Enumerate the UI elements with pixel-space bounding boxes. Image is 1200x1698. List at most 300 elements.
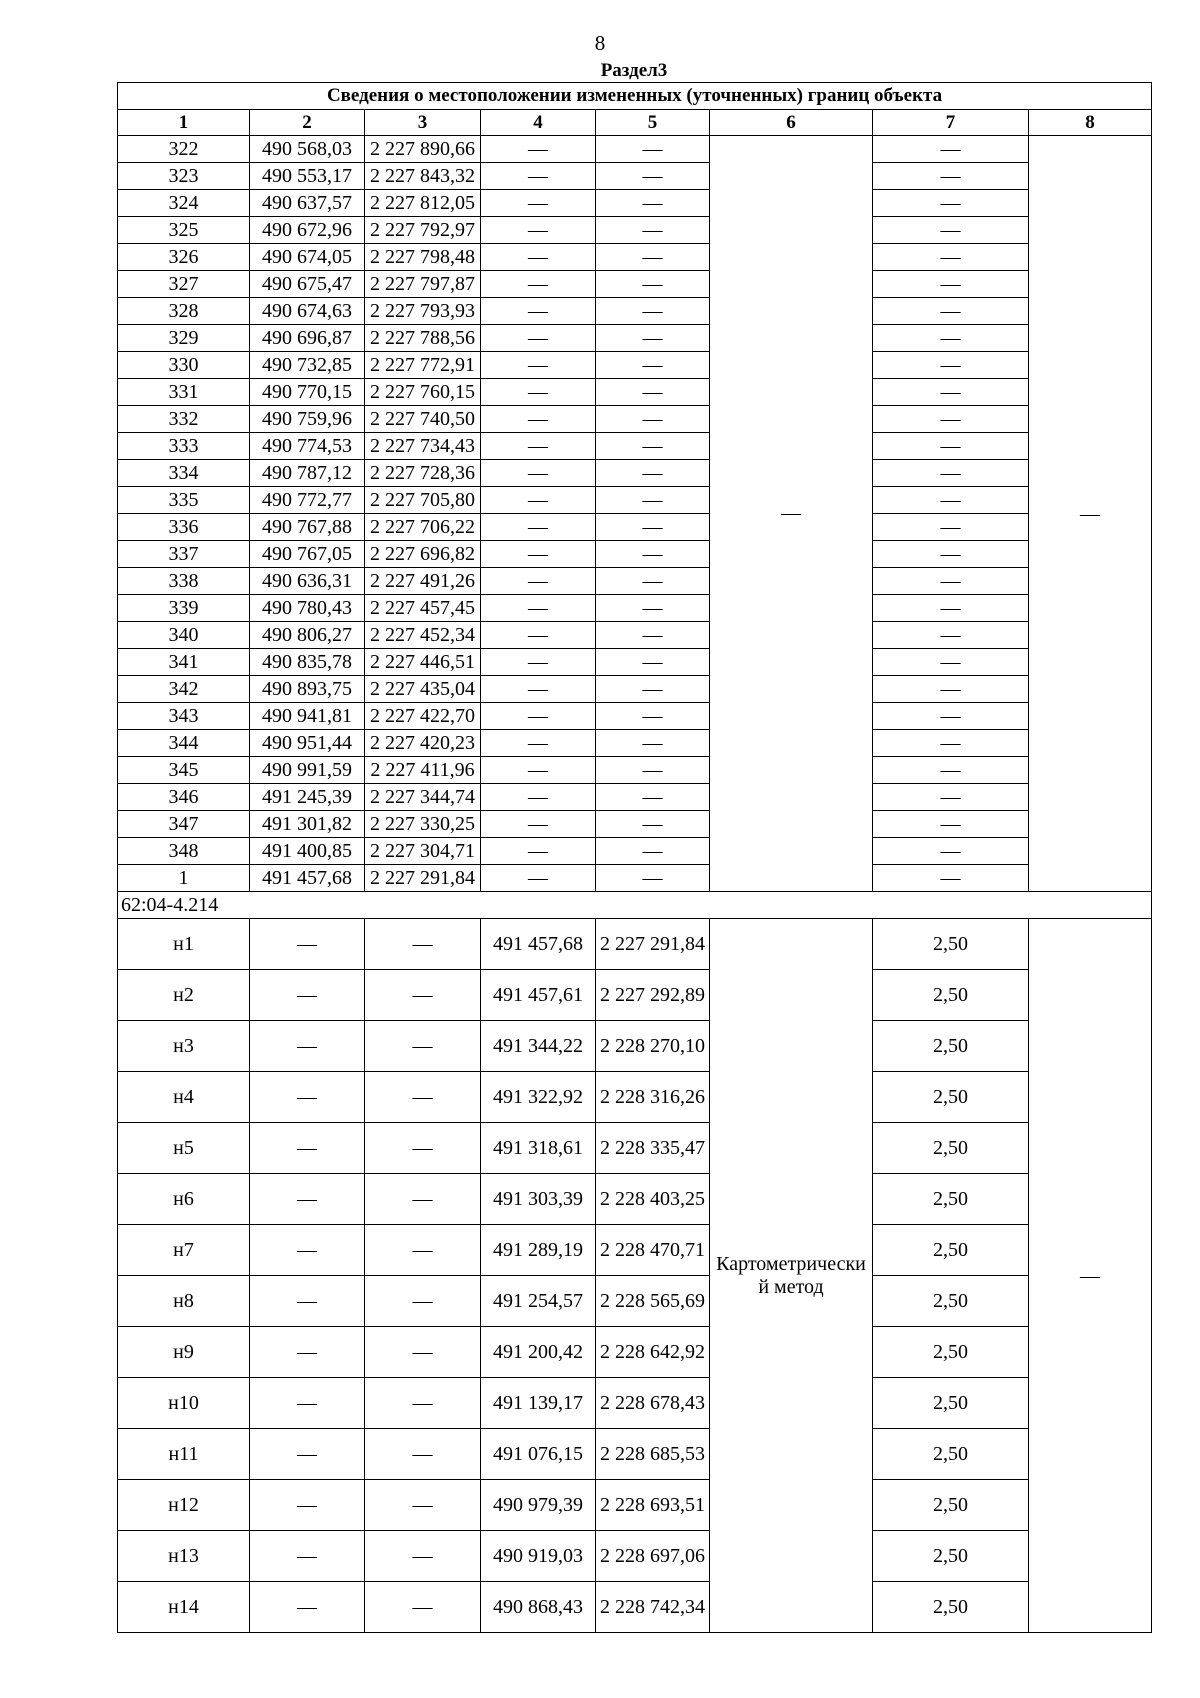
table-row xyxy=(118,784,1152,811)
existing-y-cell: 2 227 452,34 xyxy=(365,622,481,649)
accuracy-cell: 2,50 xyxy=(873,1123,1029,1174)
new-x-cell: 491 254,57 xyxy=(481,1276,596,1327)
new-x-cell: 491 139,17 xyxy=(481,1378,596,1429)
existing-y-cell: 2 227 330,25 xyxy=(365,811,481,838)
new-y-cell: — xyxy=(596,568,710,595)
point-label-cell: 345 xyxy=(118,757,250,784)
existing-y-cell: — xyxy=(365,1480,481,1531)
existing-y-cell: 2 227 696,82 xyxy=(365,541,481,568)
existing-y-cell: — xyxy=(365,1072,481,1123)
column-number-2: 2 xyxy=(250,110,365,136)
existing-y-cell: 2 227 740,50 xyxy=(365,406,481,433)
point-label-cell: н4 xyxy=(118,1072,250,1123)
existing-y-cell: 2 227 812,05 xyxy=(365,190,481,217)
existing-x-cell: — xyxy=(250,1021,365,1072)
existing-x-cell: — xyxy=(250,1531,365,1582)
new-y-cell: — xyxy=(596,487,710,514)
table-row xyxy=(118,379,1152,406)
method-text: Картометрический метод xyxy=(716,1252,866,1298)
existing-y-cell: — xyxy=(365,1531,481,1582)
existing-y-cell: 2 227 491,26 xyxy=(365,568,481,595)
table-row xyxy=(118,1072,1152,1123)
existing-y-cell: 2 227 446,51 xyxy=(365,649,481,676)
existing-x-cell: — xyxy=(250,1123,365,1174)
existing-y-cell: 2 227 422,70 xyxy=(365,703,481,730)
new-y-cell: 2 228 470,71 xyxy=(596,1225,710,1276)
point-label-cell: н13 xyxy=(118,1531,250,1582)
accuracy-cell: 2,50 xyxy=(873,1072,1029,1123)
existing-x-cell: — xyxy=(250,1429,365,1480)
existing-x-cell: 490 675,47 xyxy=(250,271,365,298)
accuracy-cell: — xyxy=(873,217,1029,244)
existing-y-cell: 2 227 793,93 xyxy=(365,298,481,325)
accuracy-cell: — xyxy=(873,757,1029,784)
point-label-cell: 1 xyxy=(118,865,250,892)
existing-x-cell: — xyxy=(250,1582,365,1633)
new-y-cell: — xyxy=(596,433,710,460)
new-y-cell: — xyxy=(596,460,710,487)
table-row xyxy=(118,1582,1152,1633)
accuracy-cell: — xyxy=(873,298,1029,325)
new-x-cell: — xyxy=(481,568,596,595)
existing-x-cell: 490 787,12 xyxy=(250,460,365,487)
new-y-cell: — xyxy=(596,784,710,811)
point-label-cell: н7 xyxy=(118,1225,250,1276)
existing-y-cell: 2 227 843,32 xyxy=(365,163,481,190)
point-label-cell: н12 xyxy=(118,1480,250,1531)
new-x-cell: 490 979,39 xyxy=(481,1480,596,1531)
new-x-cell: 490 868,43 xyxy=(481,1582,596,1633)
column-number-4: 4 xyxy=(481,110,596,136)
existing-y-cell: — xyxy=(365,1582,481,1633)
new-x-cell: — xyxy=(481,379,596,406)
existing-y-cell: 2 227 890,66 xyxy=(365,136,481,163)
table-row xyxy=(118,757,1152,784)
group-label-row xyxy=(118,892,1152,919)
new-x-cell: — xyxy=(481,406,596,433)
accuracy-cell: — xyxy=(873,379,1029,406)
new-y-cell: 2 228 335,47 xyxy=(596,1123,710,1174)
accuracy-cell: — xyxy=(873,730,1029,757)
point-label-cell: 339 xyxy=(118,595,250,622)
new-y-cell: 2 228 678,43 xyxy=(596,1378,710,1429)
new-x-cell: — xyxy=(481,838,596,865)
point-label-cell: н1 xyxy=(118,919,250,970)
accuracy-cell: 2,50 xyxy=(873,1429,1029,1480)
new-y-cell: 2 228 565,69 xyxy=(596,1276,710,1327)
new-x-cell: — xyxy=(481,352,596,379)
new-x-cell: — xyxy=(481,217,596,244)
method-cell xyxy=(710,136,873,892)
table-row xyxy=(118,1531,1152,1582)
new-y-cell: 2 228 697,06 xyxy=(596,1531,710,1582)
existing-x-cell: 490 696,87 xyxy=(250,325,365,352)
table-row xyxy=(118,1480,1152,1531)
existing-y-cell: — xyxy=(365,1378,481,1429)
point-label-cell: 332 xyxy=(118,406,250,433)
table-row xyxy=(118,1021,1152,1072)
accuracy-cell: — xyxy=(873,406,1029,433)
marker-description-cell: — xyxy=(1029,136,1152,892)
column-number-5: 5 xyxy=(596,110,710,136)
accuracy-cell: — xyxy=(873,487,1029,514)
new-y-cell: 2 228 685,53 xyxy=(596,1429,710,1480)
table-row xyxy=(118,1276,1152,1327)
existing-x-cell: 490 893,75 xyxy=(250,676,365,703)
existing-y-cell: 2 227 788,56 xyxy=(365,325,481,352)
new-x-cell: — xyxy=(481,487,596,514)
existing-y-cell: 2 227 798,48 xyxy=(365,244,481,271)
existing-y-cell: 2 227 411,96 xyxy=(365,757,481,784)
new-y-cell: — xyxy=(596,865,710,892)
parcel-number-label: 62:04-4.214 xyxy=(118,892,1152,919)
accuracy-cell: 2,50 xyxy=(873,1582,1029,1633)
point-label-cell: 341 xyxy=(118,649,250,676)
new-y-cell: — xyxy=(596,838,710,865)
new-x-cell: — xyxy=(481,244,596,271)
existing-x-cell: 490 674,63 xyxy=(250,298,365,325)
new-y-cell: — xyxy=(596,595,710,622)
column-number-6: 6 xyxy=(710,110,873,136)
new-y-cell: — xyxy=(596,352,710,379)
new-x-cell: 491 303,39 xyxy=(481,1174,596,1225)
existing-y-cell: — xyxy=(365,1429,481,1480)
accuracy-cell: 2,50 xyxy=(873,1327,1029,1378)
accuracy-cell: 2,50 xyxy=(873,1174,1029,1225)
existing-y-cell: 2 227 760,15 xyxy=(365,379,481,406)
table-row xyxy=(118,163,1152,190)
column-number-7: 7 xyxy=(873,110,1029,136)
table-row xyxy=(118,298,1152,325)
existing-x-cell: 490 568,03 xyxy=(250,136,365,163)
existing-y-cell: — xyxy=(365,1021,481,1072)
new-x-cell: — xyxy=(481,541,596,568)
new-x-cell: — xyxy=(481,865,596,892)
table-row xyxy=(118,595,1152,622)
new-y-cell: 2 227 291,84 xyxy=(596,919,710,970)
table-row xyxy=(118,703,1152,730)
existing-y-cell: 2 227 706,22 xyxy=(365,514,481,541)
point-group xyxy=(118,136,1152,892)
accuracy-cell: — xyxy=(873,271,1029,298)
new-y-cell: — xyxy=(596,811,710,838)
point-label-cell: 329 xyxy=(118,325,250,352)
new-x-cell: — xyxy=(481,298,596,325)
existing-x-cell: 491 400,85 xyxy=(250,838,365,865)
table-title: Сведения о местоположении измененных (уточненных) границ объекта xyxy=(118,83,1152,110)
point-label-cell: н10 xyxy=(118,1378,250,1429)
existing-x-cell: — xyxy=(250,1225,365,1276)
existing-x-cell: 490 767,05 xyxy=(250,541,365,568)
accuracy-cell: 2,50 xyxy=(873,919,1029,970)
new-x-cell: — xyxy=(481,433,596,460)
accuracy-cell: 2,50 xyxy=(873,1021,1029,1072)
point-label-cell: 326 xyxy=(118,244,250,271)
existing-y-cell: 2 227 792,97 xyxy=(365,217,481,244)
accuracy-cell: — xyxy=(873,568,1029,595)
point-label-cell: н6 xyxy=(118,1174,250,1225)
existing-x-cell: — xyxy=(250,1174,365,1225)
existing-x-cell: 490 774,53 xyxy=(250,433,365,460)
new-x-cell: — xyxy=(481,811,596,838)
point-label-cell: 346 xyxy=(118,784,250,811)
existing-y-cell: 2 227 772,91 xyxy=(365,352,481,379)
new-y-cell: — xyxy=(596,730,710,757)
existing-x-cell: 490 770,15 xyxy=(250,379,365,406)
existing-y-cell: — xyxy=(365,1123,481,1174)
table-row xyxy=(118,406,1152,433)
accuracy-cell: — xyxy=(873,865,1029,892)
accuracy-cell: — xyxy=(873,433,1029,460)
table-row xyxy=(118,460,1152,487)
existing-y-cell: 2 227 304,71 xyxy=(365,838,481,865)
point-label-cell: 344 xyxy=(118,730,250,757)
point-group xyxy=(118,892,1152,1633)
accuracy-cell: 2,50 xyxy=(873,1225,1029,1276)
new-x-cell: 491 322,92 xyxy=(481,1072,596,1123)
new-y-cell: 2 228 316,26 xyxy=(596,1072,710,1123)
new-y-cell: 2 228 270,10 xyxy=(596,1021,710,1072)
table-row xyxy=(118,811,1152,838)
new-y-cell: 2 228 742,34 xyxy=(596,1582,710,1633)
point-label-cell: 322 xyxy=(118,136,250,163)
new-y-cell: — xyxy=(596,136,710,163)
existing-x-cell: 490 759,96 xyxy=(250,406,365,433)
existing-y-cell: — xyxy=(365,1174,481,1225)
new-y-cell: — xyxy=(596,757,710,784)
point-label-cell: 333 xyxy=(118,433,250,460)
new-x-cell: 491 457,61 xyxy=(481,970,596,1021)
existing-x-cell: 490 780,43 xyxy=(250,595,365,622)
existing-x-cell: 490 951,44 xyxy=(250,730,365,757)
table-row xyxy=(118,136,1152,163)
table-row xyxy=(118,919,1152,970)
existing-x-cell: 491 245,39 xyxy=(250,784,365,811)
new-y-cell: — xyxy=(596,541,710,568)
point-label-cell: 340 xyxy=(118,622,250,649)
accuracy-cell: — xyxy=(873,352,1029,379)
existing-x-cell: 490 806,27 xyxy=(250,622,365,649)
accuracy-cell: — xyxy=(873,676,1029,703)
point-label-cell: 334 xyxy=(118,460,250,487)
existing-y-cell: 2 227 435,04 xyxy=(365,676,481,703)
column-number-row xyxy=(118,110,1152,136)
new-y-cell: — xyxy=(596,379,710,406)
new-y-cell: 2 228 403,25 xyxy=(596,1174,710,1225)
new-y-cell: — xyxy=(596,514,710,541)
existing-x-cell: 490 732,85 xyxy=(250,352,365,379)
existing-x-cell: 491 301,82 xyxy=(250,811,365,838)
new-y-cell: — xyxy=(596,622,710,649)
point-label-cell: 336 xyxy=(118,514,250,541)
existing-x-cell: — xyxy=(250,1072,365,1123)
new-x-cell: — xyxy=(481,676,596,703)
point-label-cell: н2 xyxy=(118,970,250,1021)
existing-y-cell: 2 227 728,36 xyxy=(365,460,481,487)
new-y-cell: — xyxy=(596,190,710,217)
table-row xyxy=(118,1327,1152,1378)
existing-y-cell: 2 227 705,80 xyxy=(365,487,481,514)
table-row xyxy=(118,271,1152,298)
existing-x-cell: — xyxy=(250,1276,365,1327)
existing-y-cell: — xyxy=(365,1225,481,1276)
existing-x-cell: — xyxy=(250,919,365,970)
existing-x-cell: — xyxy=(250,1327,365,1378)
point-label-cell: н9 xyxy=(118,1327,250,1378)
new-x-cell: 490 919,03 xyxy=(481,1531,596,1582)
new-x-cell: 491 344,22 xyxy=(481,1021,596,1072)
existing-x-cell: — xyxy=(250,970,365,1021)
table-row xyxy=(118,190,1152,217)
table-row xyxy=(118,1429,1152,1480)
boundary-coordinates-table xyxy=(117,82,1152,1633)
new-x-cell: — xyxy=(481,622,596,649)
table-header xyxy=(118,83,1152,136)
new-y-cell: 2 227 292,89 xyxy=(596,970,710,1021)
accuracy-cell: — xyxy=(873,136,1029,163)
new-y-cell: — xyxy=(596,217,710,244)
table-row xyxy=(118,730,1152,757)
existing-x-cell: — xyxy=(250,1378,365,1429)
new-x-cell: 491 457,68 xyxy=(481,919,596,970)
existing-x-cell: 491 457,68 xyxy=(250,865,365,892)
table-row xyxy=(118,1378,1152,1429)
new-x-cell: — xyxy=(481,595,596,622)
table-row xyxy=(118,1174,1152,1225)
accuracy-cell: — xyxy=(873,838,1029,865)
table-row xyxy=(118,244,1152,271)
point-label-cell: н14 xyxy=(118,1582,250,1633)
existing-y-cell: 2 227 797,87 xyxy=(365,271,481,298)
column-number-1: 1 xyxy=(118,110,250,136)
column-number-3: 3 xyxy=(365,110,481,136)
existing-y-cell: 2 227 457,45 xyxy=(365,595,481,622)
existing-y-cell: 2 227 291,84 xyxy=(365,865,481,892)
point-label-cell: 337 xyxy=(118,541,250,568)
point-label-cell: н8 xyxy=(118,1276,250,1327)
marker-description-cell: — xyxy=(1029,919,1152,1633)
existing-x-cell: 490 835,78 xyxy=(250,649,365,676)
table-row xyxy=(118,622,1152,649)
accuracy-cell: — xyxy=(873,514,1029,541)
new-y-cell: — xyxy=(596,163,710,190)
existing-x-cell: — xyxy=(250,1480,365,1531)
new-x-cell: — xyxy=(481,460,596,487)
new-x-cell: — xyxy=(481,271,596,298)
accuracy-cell: — xyxy=(873,460,1029,487)
column-number-8: 8 xyxy=(1029,110,1152,136)
existing-x-cell: 490 772,77 xyxy=(250,487,365,514)
table-row xyxy=(118,865,1152,892)
new-x-cell: 491 289,19 xyxy=(481,1225,596,1276)
existing-x-cell: 490 636,31 xyxy=(250,568,365,595)
accuracy-cell: — xyxy=(873,811,1029,838)
point-label-cell: 343 xyxy=(118,703,250,730)
new-x-cell: — xyxy=(481,703,596,730)
existing-y-cell: 2 227 344,74 xyxy=(365,784,481,811)
accuracy-cell: — xyxy=(873,244,1029,271)
new-y-cell: — xyxy=(596,703,710,730)
point-label-cell: н5 xyxy=(118,1123,250,1174)
accuracy-cell: 2,50 xyxy=(873,1531,1029,1582)
new-y-cell: — xyxy=(596,271,710,298)
point-label-cell: 327 xyxy=(118,271,250,298)
table-row xyxy=(118,325,1152,352)
new-x-cell: — xyxy=(481,784,596,811)
new-y-cell: — xyxy=(596,649,710,676)
new-y-cell: — xyxy=(596,244,710,271)
new-x-cell: — xyxy=(481,514,596,541)
new-x-cell: — xyxy=(481,163,596,190)
method-cell xyxy=(710,919,873,1633)
accuracy-cell: — xyxy=(873,622,1029,649)
point-label-cell: 323 xyxy=(118,163,250,190)
existing-x-cell: 490 637,57 xyxy=(250,190,365,217)
new-x-cell: 491 200,42 xyxy=(481,1327,596,1378)
new-x-cell: 491 076,15 xyxy=(481,1429,596,1480)
existing-x-cell: 490 991,59 xyxy=(250,757,365,784)
point-label-cell: 324 xyxy=(118,190,250,217)
new-x-cell: — xyxy=(481,325,596,352)
existing-y-cell: 2 227 734,43 xyxy=(365,433,481,460)
point-label-cell: 348 xyxy=(118,838,250,865)
new-y-cell: — xyxy=(596,676,710,703)
table-row xyxy=(118,838,1152,865)
new-y-cell: — xyxy=(596,298,710,325)
existing-x-cell: 490 941,81 xyxy=(250,703,365,730)
point-label-cell: 338 xyxy=(118,568,250,595)
table-row xyxy=(118,352,1152,379)
table-title-row xyxy=(118,83,1152,110)
new-y-cell: 2 228 693,51 xyxy=(596,1480,710,1531)
accuracy-cell: — xyxy=(873,190,1029,217)
new-x-cell: — xyxy=(481,757,596,784)
point-label-cell: 330 xyxy=(118,352,250,379)
new-y-cell: — xyxy=(596,406,710,433)
new-y-cell: — xyxy=(596,325,710,352)
existing-x-cell: 490 674,05 xyxy=(250,244,365,271)
point-label-cell: 331 xyxy=(118,379,250,406)
accuracy-cell: 2,50 xyxy=(873,1480,1029,1531)
new-x-cell: — xyxy=(481,136,596,163)
table-row xyxy=(118,649,1152,676)
accuracy-cell: — xyxy=(873,649,1029,676)
existing-y-cell: 2 227 420,23 xyxy=(365,730,481,757)
accuracy-cell: — xyxy=(873,541,1029,568)
new-x-cell: 491 318,61 xyxy=(481,1123,596,1174)
table-row xyxy=(118,568,1152,595)
accuracy-cell: 2,50 xyxy=(873,1276,1029,1327)
accuracy-cell: 2,50 xyxy=(873,970,1029,1021)
page-number: 8 xyxy=(594,31,606,55)
accuracy-cell: — xyxy=(873,595,1029,622)
table-row xyxy=(118,541,1152,568)
table-row xyxy=(118,487,1152,514)
table-row xyxy=(118,1123,1152,1174)
table-row xyxy=(118,217,1152,244)
existing-y-cell: — xyxy=(365,1276,481,1327)
accuracy-cell: 2,50 xyxy=(873,1378,1029,1429)
table-row xyxy=(118,970,1152,1021)
existing-y-cell: — xyxy=(365,1327,481,1378)
point-label-cell: 347 xyxy=(118,811,250,838)
accuracy-cell: — xyxy=(873,703,1029,730)
point-label-cell: н11 xyxy=(118,1429,250,1480)
section-heading: Раздел3 xyxy=(600,60,668,81)
existing-x-cell: 490 767,88 xyxy=(250,514,365,541)
existing-y-cell: — xyxy=(365,970,481,1021)
new-x-cell: — xyxy=(481,730,596,757)
